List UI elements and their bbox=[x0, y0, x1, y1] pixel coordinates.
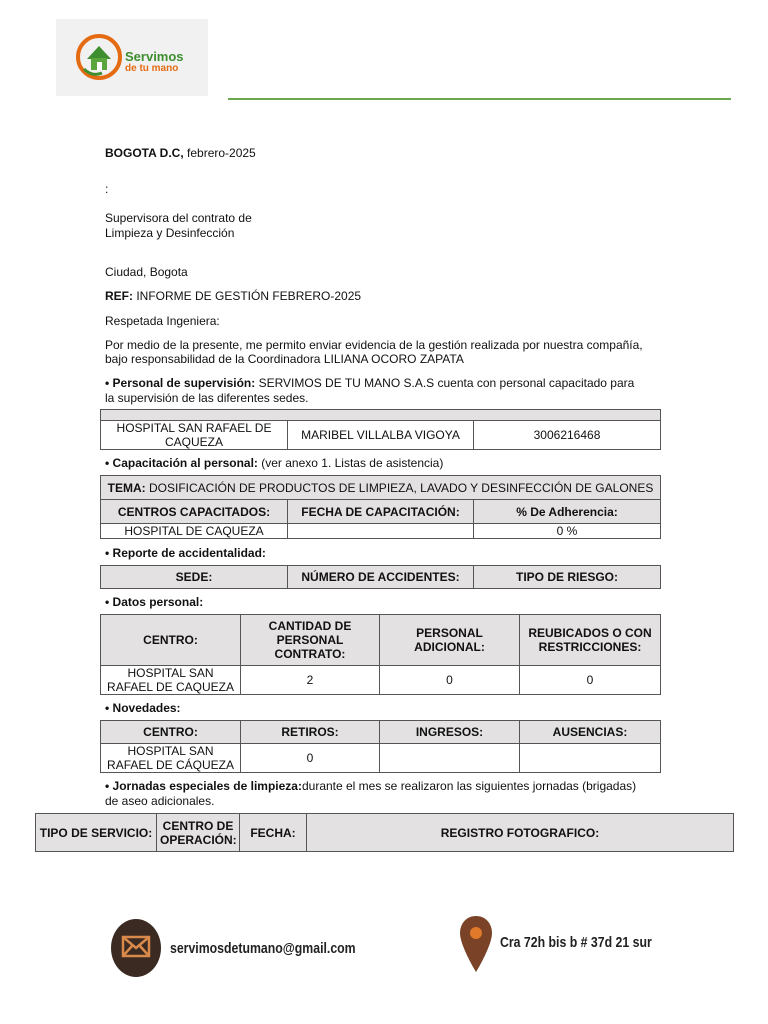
table-row bbox=[101, 666, 661, 695]
logo-text-de-tu-mano: de tu mano bbox=[125, 63, 179, 74]
accidents-table bbox=[100, 565, 661, 589]
ref-text: INFORME DE GESTIÓN FEBRERO-2025 bbox=[136, 289, 362, 303]
training-topic-cell bbox=[101, 476, 661, 500]
supervision-table-header-band bbox=[101, 410, 661, 421]
company-logo bbox=[56, 19, 208, 96]
footer-email: servimosdetumano@gmail.com bbox=[170, 940, 356, 957]
ref-label: REF: bbox=[105, 289, 133, 303]
cleaning-heading: • Jornadas especiales de limpieza: bbox=[105, 779, 302, 793]
cleaning-header-photos: REGISTRO FOTOGRAFICO: bbox=[307, 814, 734, 852]
news-retirements-cell: 0 bbox=[241, 744, 380, 773]
city-label: BOGOTA D.C, bbox=[105, 146, 184, 160]
supervision-paragraph-line-2: la supervisión de las diferentes sedes. bbox=[105, 391, 309, 405]
cleaning-header-service: TIPO DE SERVICIO: bbox=[36, 814, 157, 852]
supervision-text: SERVIMOS DE TU MANO S.A.S cuenta con personal capacitado para bbox=[255, 376, 635, 390]
training-adherence-cell: 0 % bbox=[474, 524, 661, 539]
training-topic-text: DOSIFICACIÓN DE PRODUCTOS DE LIMPIEZA, LAVADO Y DESINFECCIÓN DE GALONES bbox=[145, 480, 654, 495]
house-hands-logo-icon bbox=[76, 33, 122, 81]
personnel-header-additional: PERSONAL ADICIONAL: bbox=[380, 615, 520, 666]
training-paragraph bbox=[105, 456, 443, 470]
cleaning-paragraph-line-1 bbox=[105, 779, 636, 793]
table-row bbox=[101, 524, 661, 539]
training-header-adherence: % De Adherencia: bbox=[474, 500, 661, 524]
cleaning-paragraph-line-2: de aseo adicionales. bbox=[105, 794, 215, 808]
news-header-retirements: RETIROS: bbox=[241, 721, 380, 744]
recipient-line-1: Supervisora del contrato de bbox=[105, 211, 252, 225]
recipient-colon: : bbox=[105, 182, 109, 196]
news-header-hires: INGRESOS: bbox=[380, 721, 520, 744]
training-date-cell bbox=[288, 524, 474, 539]
personnel-contract-cell: 2 bbox=[241, 666, 380, 695]
training-header-centers: CENTROS CAPACITADOS: bbox=[101, 500, 288, 524]
personnel-heading bbox=[105, 595, 203, 609]
accidents-header-risk: TIPO DE RIESGO: bbox=[474, 566, 661, 589]
letter-date: febrero-2025 bbox=[187, 146, 256, 160]
accidents-heading-text: • Reporte de accidentalidad: bbox=[105, 546, 266, 560]
personnel-additional-cell: 0 bbox=[380, 666, 520, 695]
supervision-table bbox=[100, 409, 661, 450]
envelope-icon bbox=[110, 918, 162, 978]
header-divider bbox=[228, 98, 731, 100]
news-header-absences: AUSENCIAS: bbox=[520, 721, 661, 744]
training-center-cell: HOSPITAL DE CAQUEZA bbox=[101, 524, 288, 539]
personnel-heading-text: • Datos personal: bbox=[105, 595, 204, 609]
cleaning-header-center: CENTRO DE OPERACIÓN: bbox=[157, 814, 240, 852]
logo-text-servimos: Servimos bbox=[125, 49, 184, 64]
supervision-site-cell: HOSPITAL SAN RAFAEL DE CAQUEZA bbox=[101, 421, 288, 450]
personnel-header-contract: CANTIDAD DE PERSONAL CONTRATO: bbox=[241, 615, 380, 666]
news-header-center: CENTRO: bbox=[101, 721, 241, 744]
personnel-restrictions-cell: 0 bbox=[520, 666, 661, 695]
city-line: Ciudad, Bogota bbox=[105, 265, 188, 279]
personnel-center-cell: HOSPITAL SAN RAFAEL DE CAQUEZA bbox=[101, 666, 241, 695]
news-table bbox=[100, 720, 661, 773]
reference-line bbox=[105, 289, 361, 303]
cleaning-table bbox=[35, 813, 734, 852]
supervision-paragraph-line-1 bbox=[105, 376, 634, 390]
personnel-header-restrictions: REUBICADOS O CON RESTRICCIONES: bbox=[520, 615, 661, 666]
map-pin-icon bbox=[458, 914, 494, 974]
accidents-header-site: SEDE: bbox=[101, 566, 288, 589]
accidents-heading bbox=[105, 546, 266, 560]
news-hires-cell bbox=[380, 744, 520, 773]
intro-line-2: bajo responsabilidad de la Coordinadora LILIANA OCORO ZAPATA bbox=[105, 352, 464, 366]
training-table bbox=[100, 475, 661, 539]
cleaning-header-date: FECHA: bbox=[240, 814, 307, 852]
news-heading-text: • Novedades: bbox=[105, 701, 181, 715]
training-topic-label: TEMA: bbox=[107, 480, 146, 495]
supervision-heading: • Personal de supervisión: bbox=[105, 376, 256, 390]
training-header-date: FECHA DE CAPACITACIÓN: bbox=[288, 500, 474, 524]
training-note: (ver anexo 1. Listas de asistencia) bbox=[257, 456, 444, 470]
intro-line-1: Por medio de la presente, me permito enviar evidencia de la gestión realizada por nuestra compañía, bbox=[105, 338, 643, 352]
table-row bbox=[101, 421, 661, 450]
cleaning-text: durante el mes se realizaron las siguientes jornadas (brigadas) bbox=[301, 779, 637, 793]
supervisor-name-cell: MARIBEL VILLALBA VIGOYA bbox=[288, 421, 474, 450]
personnel-header-center: CENTRO: bbox=[101, 615, 241, 666]
accidents-header-count: NÚMERO DE ACCIDENTES: bbox=[288, 566, 474, 589]
personnel-table bbox=[100, 614, 661, 695]
news-heading bbox=[105, 701, 181, 715]
supervisor-phone-cell: 3006216468 bbox=[474, 421, 661, 450]
greeting: Respetada Ingeniera: bbox=[105, 314, 220, 328]
date-line bbox=[105, 146, 256, 160]
recipient-line-2: Limpieza y Desinfección bbox=[105, 226, 235, 240]
training-heading: • Capacitación al personal: bbox=[105, 456, 258, 470]
table-row bbox=[101, 744, 661, 773]
footer-address: Cra 72h bis b # 37d 21 sur bbox=[500, 934, 652, 951]
news-absences-cell bbox=[520, 744, 661, 773]
news-center-cell: HOSPITAL SAN RAFAEL DE CÁQUEZA bbox=[101, 744, 241, 773]
